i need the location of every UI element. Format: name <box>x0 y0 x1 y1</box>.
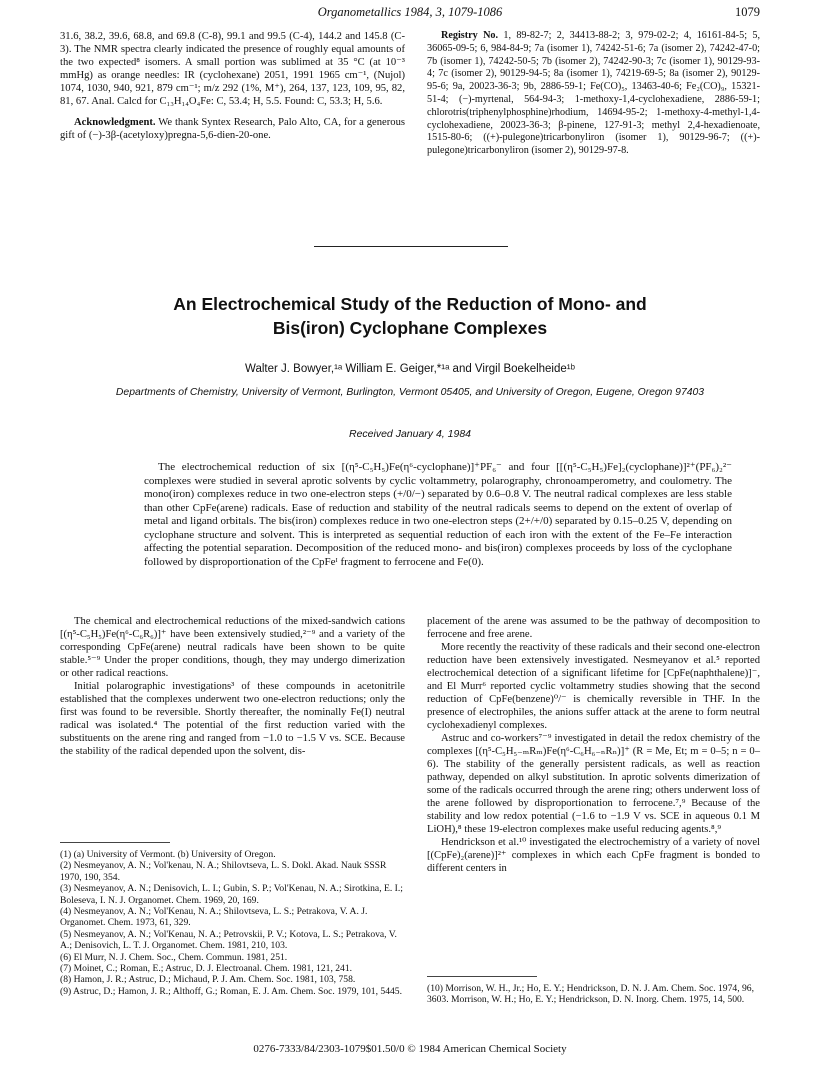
registry-text: 1, 89-82-7; 2, 34413-88-2; 3, 979-02-2; 4, 16161-84-5; 5, 36065-09-5; 6, 984-84-9; 7a (isomer 1), 74242-51-6; 7a (isomer 2), 74242-47-0; 7b (isomer 1), 74242-50-5; 7b (isomer 2), 74242-90-3; 7c (isomer 1), 90129-93-4; 7c (isomer 2), 90129-94-5; 8a (isomer 1), 74219-69-5; 8a (isomer 2), 90129-95-6; 9a, 20023-36-3; 9b, 2886-59-1; Fe(CO)₅, 13463-40-6; Fe₂(CO)₉, 15321-51-4; (−)-myrtenal, 564-94-3; 1-methoxy-1,4-cyclohexadiene, 2886-59-1; chlorotris(triphenylphosphine)rhodium, 14694-95-2; 1-methoxy-4-methyl-1,4-cyclohexadiene, 20023-36-3; β-pinene, 127-91-3; methyl 2,4-hexadienoate, 1515-80-6; ((+)-pulegone)tricarbonyliron (isomer 1), 90129-96-7; ((+)-pulegone)tricarbonyliron (isomer 2), 90129-97-8. <box>427 30 760 157</box>
body-right-column <box>427 615 760 875</box>
footnote: (4) Nesmeyanov, A. N.; Vol'Kenau, N. A.; Shilovtseva, L. S.; Petrakova, V. A. J. Organomet. Chem. 1973, 61, 329. <box>60 906 368 929</box>
footnote: (8) Hamon, J. R.; Astruc, D.; Michaud, P. J. Am. Chem. Soc. 1981, 103, 758. <box>60 974 356 986</box>
registry-paragraph <box>427 30 760 158</box>
title-line-2: Bis(iron) Cyclophane Complexes <box>272 318 548 338</box>
footnote: (1) (a) University of Vermont. (b) University of Oregon. <box>60 849 276 860</box>
copyright-footer: 0276-7333/84/2303-1079$01.50/0 © 1984 American Chemical Society <box>253 1043 567 1055</box>
body-paragraph: placement of the arene was assumed to be the pathway of decomposition to ferrocene and free arene. <box>427 616 760 640</box>
footnote: (9) Astruc, D.; Hamon, J. R.; Althoff, G.; Roman, E. J. Am. Chem. Soc. 1979, 101, 5445. <box>60 985 402 997</box>
registry-heading: Registry No. <box>441 30 499 41</box>
acknowledgment-text: We thank Syntex Research, Palo Alto, CA, for a generous gift of (−)-3β-(acetyloxy)pregna-5,6-dien-20-one. <box>60 117 405 141</box>
body-paragraph: Hendrickson et al.¹⁰ investigated the electrochemistry of a variety of novel [(CpFe)₂(arene)]²⁺ complexes in which each CpFe fragment is bonded to different centers in <box>427 837 760 874</box>
footnote: (5) Nesmeyanov, A. N.; Vol'Kenau, N. A.; Petrovskii, P. V.; Kotova, L. S.; Petrakova, V. A.; Denisovich, L. T. J. Organomet. Chem. 1981, 210, 103. <box>60 928 397 952</box>
title-line-1: An Electrochemical Study of the Reduction of Mono- and <box>173 294 647 314</box>
article-title <box>80 292 740 340</box>
received-date: Received January 4, 1984 <box>349 428 471 440</box>
footnote: (7) Moinet, C.; Roman, E.; Astruc, D. J. Electroanal. Chem. 1981, 121, 241. <box>60 963 353 975</box>
footnote-rule <box>60 842 170 843</box>
journal-citation: Organometallics 1984, 3, 1079-1086 <box>317 5 503 19</box>
footnote: (6) El Murr, N. J. Chem. Soc., Chem. Commun. 1981, 251. <box>60 951 288 963</box>
body-paragraph: More recently the reactivity of these radicals and their second one-electron reduction have been extensively investigated. Nesmeyanov et al.⁵ reported electrochemical detection of a significant lifetime for [CpFe(naphthalene)]⁻, and El Murr⁶ reported cyclic voltammetry studies showing that the second reduction of CpFe(benzene)⁰/⁻ is chemically reversible in THF. In the presence of electrophiles, the anions suffer attack at the arene to form neutral cyclohexadienyl complexes. <box>427 642 760 731</box>
footnotes-right <box>427 983 760 1006</box>
affiliation: Departments of Chemistry, University of Vermont, Burlington, Vermont 05405, and University of Oregon, Eugene, Oregon 97403 <box>115 387 705 398</box>
footnote: (10) Morrison, W. H., Jr.; Ho, E. Y.; Hendrickson, D. N. J. Am. Chem. Soc. 1974, 96, 3603. Morrison, W. H.; Ho, E. Y.; Hendrickson, D. N. Inorg. Chem. 1975, 14, 500. <box>427 983 754 1006</box>
body-paragraph: Initial polarographic investigations³ of these compounds in acetonitrile established that the complexes underwent two one-electron reductions; only the first was found to be reversible. Shortly thereafter, the nominally Fe(I) neutral radical was isolated.⁴ The potential of the first reduction varied with the substituents on the arene ring and ranged from −1.0 to −1.5 V vs. SCE. Because the stability of the radical depended upon the solvent, dis- <box>60 681 405 757</box>
body-paragraph: The chemical and electrochemical reductions of the mixed-sandwich cations [(η⁵-C₅H₅)Fe(η⁶-C₆R₆)]⁺ have been extensively studied,²⁻⁹ and a variety of the corresponding CpFe(arene) neutral radicals have been shown to be quite stable.⁵⁻⁹ Under the proper conditions, though, they may undergo dimerization or other radical reactions. <box>60 616 405 679</box>
running-header <box>60 5 760 23</box>
footnotes-left <box>60 849 405 997</box>
footnote: (2) Nesmeyanov, A. N.; Vol'kenau, N. A.; Shilovtseva, L. S. Dokl. Akad. Nauk SSSR 1970, 190, 354. <box>60 860 387 883</box>
abstract <box>144 461 732 569</box>
registry-numbers <box>427 30 760 158</box>
body-paragraph: Astruc and co-workers⁷⁻⁹ investigated in detail the redox chemistry of the complexes [(η⁵-C₅H₅₋ₘRₘ)Fe(η⁶-C₆H₆₋ₙRₙ)]⁺ (R = Me, Et; m = 0–5; n = 0–6). The stability of the generally persistent radicals, as well as reaction pathway, depended on alkyl substitution. In aprotic solvents dimerization of some of the radicals occurred through the arene ring; others underwent loss of the arene followed by disproportionation to ferrocene.⁷,⁹ Because of the stability and low redox potential (−1.6 to −1.9 V vs. SCE in aqueous 0.1 M LiOH),⁸ these 19-electron complexes make useful reducing agents.⁸,⁹ <box>427 733 760 835</box>
abstract-text: The electrochemical reduction of six [(η⁵-C₅H₅)Fe(η⁶-cyclophane)]⁺PF₆⁻ and four [[(η⁵-C₅H₅)Fe]₂(cyclophane)]²⁺(PF₆)₂²⁻ complexes were studied in several aprotic solvents by cyclic voltammetry, polarography, chronoamperometry, and coulometry. The mono(iron) complexes reduce in two one-electron steps (+/0/−) separated by 0.6–0.8 V. The neutral radical complexes are less stable than other CpFe(arene) radicals. Ease of reduction and stability of the neutral radicals seems to depend on the extent of overlap of metal and ligand orbitals. The bis(iron) complexes reduce in two one-electron steps (2+/+/0) separated by 0.15–0.25 V, depending on cyclophane structure and solvent. This is interpreted as sequential reduction of each iron with the extent of the Fe–Fe interaction affecting the potential separation. Decomposition of the reduced mono- and bis(iron) complexes proceeds by loss of the cyclophane followed by disproportionation of the CpFeᴵ fragment to ferrocene and Fe(0). <box>144 461 732 568</box>
page-number: 1079 <box>735 5 760 19</box>
authors: Walter J. Bowyer,¹ᵃ William E. Geiger,*¹ᵃ and Virgil Boekelheide¹ᵇ <box>245 363 575 375</box>
acknowledgment-paragraph <box>60 116 405 142</box>
body-left-column <box>60 615 405 758</box>
acknowledgment-heading: Acknowledgment. <box>74 117 156 128</box>
article-separator-rule <box>314 246 508 247</box>
experimental-text: 31.6, 38.2, 39.6, 68.8, and 69.8 (C-8), 99.1 and 99.5 (C-4), 144.2 and 145.8 (C-3). The NMR spectra clearly indicated the presence of roughly equal amounts of the two expected⁸ isomers. A small portion was sublimed at 35 °C (at 10⁻³ mmHg) as orange needles: IR (cyclohexane) 2051, 1991 1965 cm⁻¹, (Nujol) 1074, 1030, 940, 921, 879 cm⁻¹; m/z 292 (1%, M⁺), 264, 137, 123, 109, 95, 82, 81, 67. Anal. Calcd for C₁₃H₁₄O₄Fe: C, 53.4; H, 5.5. Found: C, 53.3; H, 5.6. <box>60 31 405 107</box>
previous-article-experimental <box>60 30 405 142</box>
footnote-rule <box>427 976 537 977</box>
footnote: (3) Nesmeyanov, A. N.; Denisovich, L. I.; Gubin, S. P.; Vol'Kenau, N. A.; Sirotkina, E. I.; Boleseva, I. N. J. Organomet. Chem. 1969, 20, 169. <box>60 883 403 906</box>
